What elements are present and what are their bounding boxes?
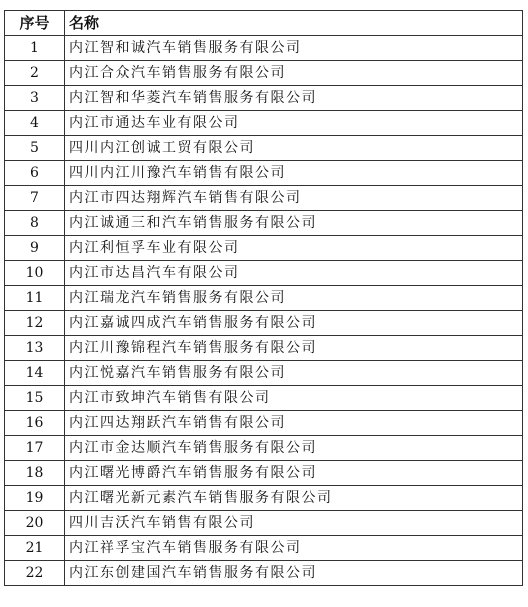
row-company-name: 内江利恒孚车业有限公司 [65, 236, 523, 261]
row-index: 22 [5, 561, 65, 586]
table-row [5, 486, 523, 511]
table-row [5, 136, 523, 161]
table-row [5, 111, 523, 136]
row-company-name: 内江诚通三和汽车销售服务有限公司 [65, 211, 523, 236]
row-index: 16 [5, 411, 65, 436]
header-name: 名称 [65, 11, 523, 36]
table-row [5, 61, 523, 86]
row-index: 19 [5, 486, 65, 511]
row-index: 20 [5, 511, 65, 536]
row-company-name: 四川内江创诚工贸有限公司 [65, 136, 523, 161]
row-index: 1 [5, 36, 65, 61]
row-company-name: 内江智和诚汽车销售服务有限公司 [65, 36, 523, 61]
table-row [5, 161, 523, 186]
table-row [5, 261, 523, 286]
header-row [5, 11, 523, 36]
row-company-name: 内江东创建国汽车销售服务有限公司 [65, 561, 523, 586]
table-row [5, 336, 523, 361]
row-index: 4 [5, 111, 65, 136]
table-body [5, 36, 523, 586]
row-company-name: 内江智和华菱汽车销售服务有限公司 [65, 86, 523, 111]
row-company-name: 内江悦嘉汽车销售服务有限公司 [65, 361, 523, 386]
table-row [5, 361, 523, 386]
table-row [5, 461, 523, 486]
row-company-name: 四川吉沃汽车销售有限公司 [65, 511, 523, 536]
row-index: 17 [5, 436, 65, 461]
table-row [5, 411, 523, 436]
row-company-name: 内江四达翔跃汽车销售有限公司 [65, 411, 523, 436]
row-index: 3 [5, 86, 65, 111]
row-company-name: 内江市通达车业有限公司 [65, 111, 523, 136]
table-row [5, 436, 523, 461]
table-row [5, 211, 523, 236]
row-company-name: 内江曙光博爵汽车销售服务有限公司 [65, 461, 523, 486]
row-company-name: 内江瑞龙汽车销售服务有限公司 [65, 286, 523, 311]
table-row [5, 561, 523, 586]
row-index: 5 [5, 136, 65, 161]
table-row [5, 286, 523, 311]
row-company-name: 内江曙光新元素汽车销售服务有限公司 [65, 486, 523, 511]
row-index: 11 [5, 286, 65, 311]
row-index: 13 [5, 336, 65, 361]
header-index: 序号 [5, 11, 65, 36]
row-index: 8 [5, 211, 65, 236]
company-table [4, 10, 523, 586]
row-index: 7 [5, 186, 65, 211]
row-index: 14 [5, 361, 65, 386]
table-row [5, 511, 523, 536]
document-sheet [4, 10, 522, 586]
row-company-name: 内江川豫锦程汽车销售服务有限公司 [65, 336, 523, 361]
row-index: 15 [5, 386, 65, 411]
table-row [5, 311, 523, 336]
table-row [5, 86, 523, 111]
row-index: 12 [5, 311, 65, 336]
row-company-name: 内江祥孚宝汽车销售服务有限公司 [65, 536, 523, 561]
row-index: 10 [5, 261, 65, 286]
row-index: 18 [5, 461, 65, 486]
table-row [5, 536, 523, 561]
row-company-name: 内江市达昌汽车有限公司 [65, 261, 523, 286]
row-company-name: 内江市金达顺汽车销售服务有限公司 [65, 436, 523, 461]
row-index: 2 [5, 61, 65, 86]
row-index: 6 [5, 161, 65, 186]
table-row [5, 386, 523, 411]
table-row [5, 36, 523, 61]
table-row [5, 236, 523, 261]
row-company-name: 内江市四达翔辉汽车销售有限公司 [65, 186, 523, 211]
row-company-name: 四川内江川豫汽车销售有限公司 [65, 161, 523, 186]
row-index: 21 [5, 536, 65, 561]
row-company-name: 内江合众汽车销售服务有限公司 [65, 61, 523, 86]
row-company-name: 内江嘉诚四成汽车销售服务有限公司 [65, 311, 523, 336]
row-index: 9 [5, 236, 65, 261]
row-company-name: 内江市致坤汽车销售有限公司 [65, 386, 523, 411]
table-row [5, 186, 523, 211]
